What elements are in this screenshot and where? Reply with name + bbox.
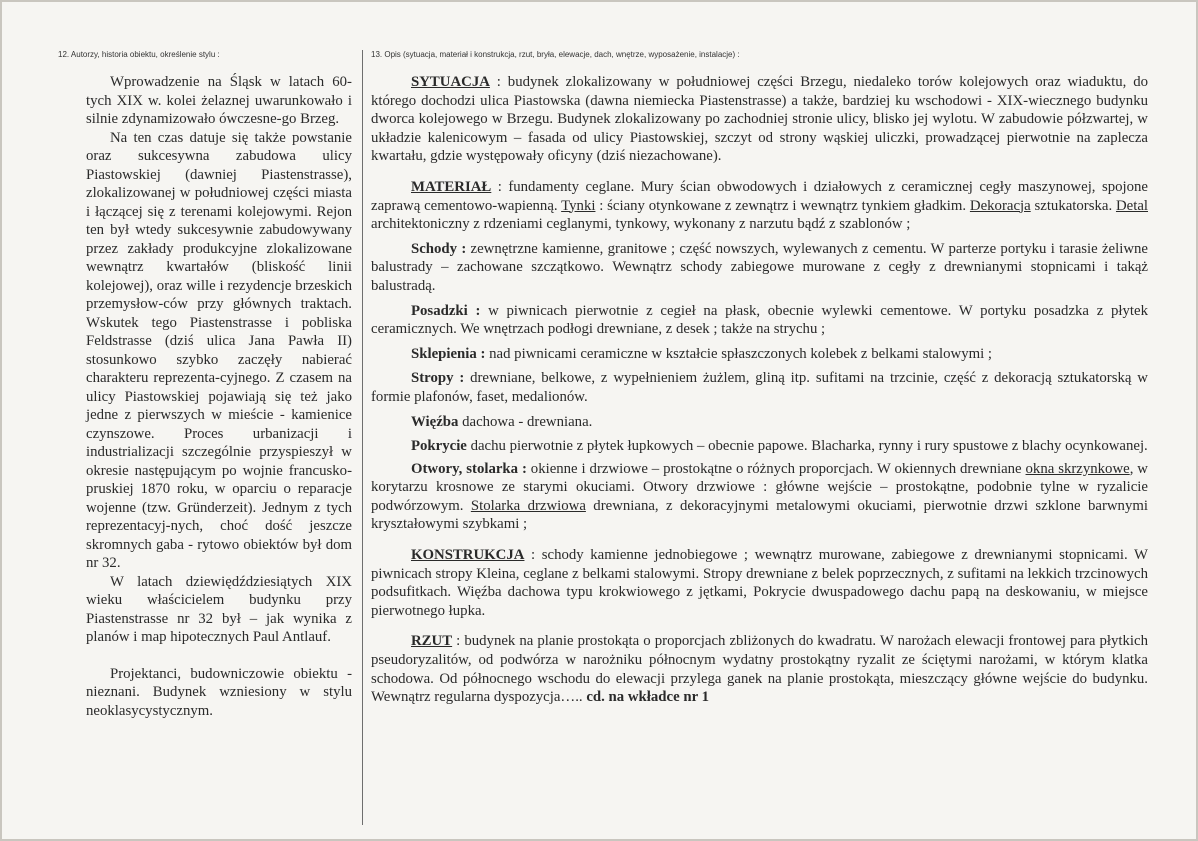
- posadzki-paragraph: [371, 302, 1148, 339]
- history-paragraph-3: W latach dziewiędździesiątych XIX wieku właścicielem budynku przy Piastenstrasse nr 32 był – jak wynika z planów i map hipotecznych Paul Antlauf.: [86, 573, 352, 645]
- rzut-paragraph: [371, 632, 1148, 706]
- history-paragraph-1: Wprowadzenie na Śląsk w latach 60-tych XIX w. kolei żelaznej uwarunkowało i silnie zdynamizowało ówczesne-go Brzeg.: [86, 74, 352, 127]
- stropy-paragraph: [371, 369, 1148, 406]
- continued-note: cd. na wkładce nr 1: [586, 689, 709, 706]
- rzut-text: : budynek na planie prostokąta o proporcjach zbliżonych do kwadratu. W narożach elewacji frontowej para płytkich pseudoryzalitów, od podwórza w narożniku północnym wydatny prostokątny ryzalit ze ściętymi narożami, w którym klatka schodowa. Od północnego wschodu do elewacji przylega ganek na planie prostokąta, mieszczący główne wejście do budynku. Wewnątrz regularna dyspozycja…..: [371, 633, 1148, 706]
- okna-label: okna skrzynkowe: [1025, 460, 1130, 477]
- sklepienia-label: Sklepienia :: [411, 345, 486, 362]
- posadzki-text: w piwnicach pierwotnie z cegieł na płask, obecnie wylewki cementowe. W portyku posadzka z płytek ceramicznych. We wnętrzach podłogi drewniane, z desek ; także na strychu ;: [371, 302, 1149, 338]
- posadzki-label: Posadzki :: [411, 302, 481, 319]
- sytuacja-text: : budynek zlokalizowany w południowej części Brzegu, niedaleko torów kolejowych oraz wiaduktu, do którego dochodzi ulica Piastowska (dawna niemiecka Piastenstrasse) a także, bardziej ku wschodowi - XIX-wiecznego budynku dworca kolejowego w Brzegu. Budynek zlokalizowany po zachodniej stronie ulicy, blisko jej wylotu. W zabudowie półzwartej, w układzie kalenicowym – fasada od ulicy Piastowskiej, szczyt od strony wąskiej uliczki, prowadzącej pierwotnie na zaplecza kwartału, gdzie występowały oficyny (dziś niezachowane).: [371, 74, 1148, 165]
- material-text-4: architektoniczny z rdzeniami ceglanymi, tynkowy, wykonany z narzutu bądź z szablonów ;: [371, 216, 911, 233]
- sklepienia-text: nad piwnicami ceramiczne w kształcie spłaszczonych kolebek z belkami stalowymi ;: [485, 345, 993, 362]
- material-text-1: : fundamenty ceglane. Mury ścian obwodowych i działowych z ceramicznej cegły maszynowej, spojone zaprawą cementowo-wapienną.: [371, 178, 1148, 214]
- material-text-3: sztukatorska.: [1030, 197, 1116, 214]
- description-header: 13. Opis (sytuacja, materiał i konstrukcja, rzut, bryła, elewacje, dach, wnętrze, wyposażenie, instalacje) :: [371, 50, 740, 59]
- konstrukcja-text: : schody kamienne jednobiegowe ; wewnątrz murowane, zabiegowe z drewnianymi stopnicami. W piwnicach stropy Kleina, ceglane z belkami stalowymi. Stropy drewniane z belek poprzecznych, z sufitami na lekkich trzcinowych podsufitkach. Więźba dachowa typu krokwiowego z jętkami, Pokrycie dwuspadowego dachu papą na deskowaniu, w miejsce pierwotnego łupka.: [371, 547, 1148, 619]
- otwory-text-3: drewniana, z dekoracyjnymi metalowymi okuciami, pierwotnie drzwi szklone barwnymi kryształowymi szybkami ;: [371, 497, 1148, 533]
- otwory-text-2: , w korytarzu krosnowe ze starymi okuciami. Otwory drzwiowe : główne wejście – prostokątne, podobnie tylne w ryzalicie podwórzowym.: [371, 460, 1148, 514]
- schody-text: zewnętrzne kamienne, granitowe ; część nowszych, wylewanych z cementu. W parterze portyku i tarasie żeliwne balustrady – zachowane szczątkowo. Wewnątrz schody zabiegowe murowane z cegły z drewnianymi stopnicami i takąż balustradą.: [371, 240, 1148, 294]
- detal-label: Detal: [1115, 197, 1149, 214]
- history-header: 12. Autorzy, historia obiektu, określenie stylu :: [58, 50, 220, 59]
- stropy-label: Stropy :: [411, 370, 465, 387]
- sytuacja-paragraph: [371, 73, 1148, 166]
- wiezba-paragraph: [371, 413, 1148, 432]
- pokrycie-paragraph: [371, 437, 1148, 456]
- wiezba-text: dachowa - drewniana.: [458, 413, 593, 430]
- dekoracja-label: Dekoracja: [969, 197, 1031, 214]
- sytuacja-label: SYTUACJA: [411, 74, 490, 90]
- material-text-2: : ściany otynkowane z zewnątrz i wewnątrz tynkiem gładkim.: [595, 197, 970, 214]
- stropy-text: drewniane, belkowe, z wypełnieniem żużlem, gliną itp. sufitami na trzcinie, część z dekoracją sztukatorską w formie plafonów, faset, medalionów.: [371, 370, 1148, 405]
- sklepienia-paragraph: [371, 345, 1148, 364]
- otwory-label: Otwory, stolarka :: [411, 460, 527, 477]
- pokrycie-label: Pokrycie: [411, 438, 467, 455]
- rzut-label: RZUT: [411, 633, 453, 650]
- konstrukcja-paragraph: [371, 546, 1148, 620]
- wiezba-label: Więźba: [411, 413, 459, 430]
- history-column: [58, 50, 358, 825]
- schody-label: Schody :: [411, 240, 467, 257]
- schody-paragraph: [371, 240, 1148, 296]
- pokrycie-text: dachu pierwotnie z płytek łupkowych – obecnie papowe. Blacharka, rynny i rury spustowe z blachy ocynkowanej.: [466, 438, 1148, 455]
- stolarka-label: Stolarka drzwiowa: [470, 497, 586, 514]
- material-paragraph: [371, 178, 1148, 234]
- history-paragraph-2: Na ten czas datuje się także powstanie oraz sukcesywna zabudowa ulicy Piastowskiej (dawniej Piastenstrasse), zlokalizowanej w południowej części miasta i łączącej się z terenami kolejowymi. Rejon ten był wtedy sukcesywnie zabudowywany przez zakłady produkcyjne zlokalizowane wewnątrz kwartałów (bliskość linii kolejowej), oraz wille i rezydencje brzeskich przemysłow-ców przy głównych traktach. Wskutek tego Piastenstrasse i pobliska Feldstrasse (dziś ulica Jana Pawła II) stosunkowo szybko zaczęły nabierać charakteru reprezenta-cyjnego. Z czasem na ulicy Piastowskiej pojawiają się też jako jedne z pierwszych w mieście - kamienice czynszowe. Proces urbanizacji i industrializacji szczególnie przyspieszył w okresie następującym po wojnie francusko-pruskiej 1870 roku, w oparciu o reparacje wojenne (tzw. Gründerzeit). Jednym z tych reprezentacyj-nych, choć dość jeszcze skromnych gaba - rytowo obiektów był dom nr 32.: [86, 129, 352, 571]
- tynki-label: Tynki: [561, 197, 596, 214]
- history-paragraph-4: Projektanci, budowniczowie obiektu - nieznani. Budynek wzniesiony w stylu neoklasycystycznym.: [86, 665, 352, 719]
- otwory-paragraph: [371, 460, 1148, 534]
- otwory-text-1: okienne i drzwiowe – prostokątne o różnych proporcjach. W okiennych drewniane: [526, 460, 1026, 477]
- material-label: MATERIAŁ: [411, 178, 492, 195]
- konstrukcja-label: KONSTRUKCJA: [411, 547, 525, 564]
- description-column: [362, 50, 1148, 825]
